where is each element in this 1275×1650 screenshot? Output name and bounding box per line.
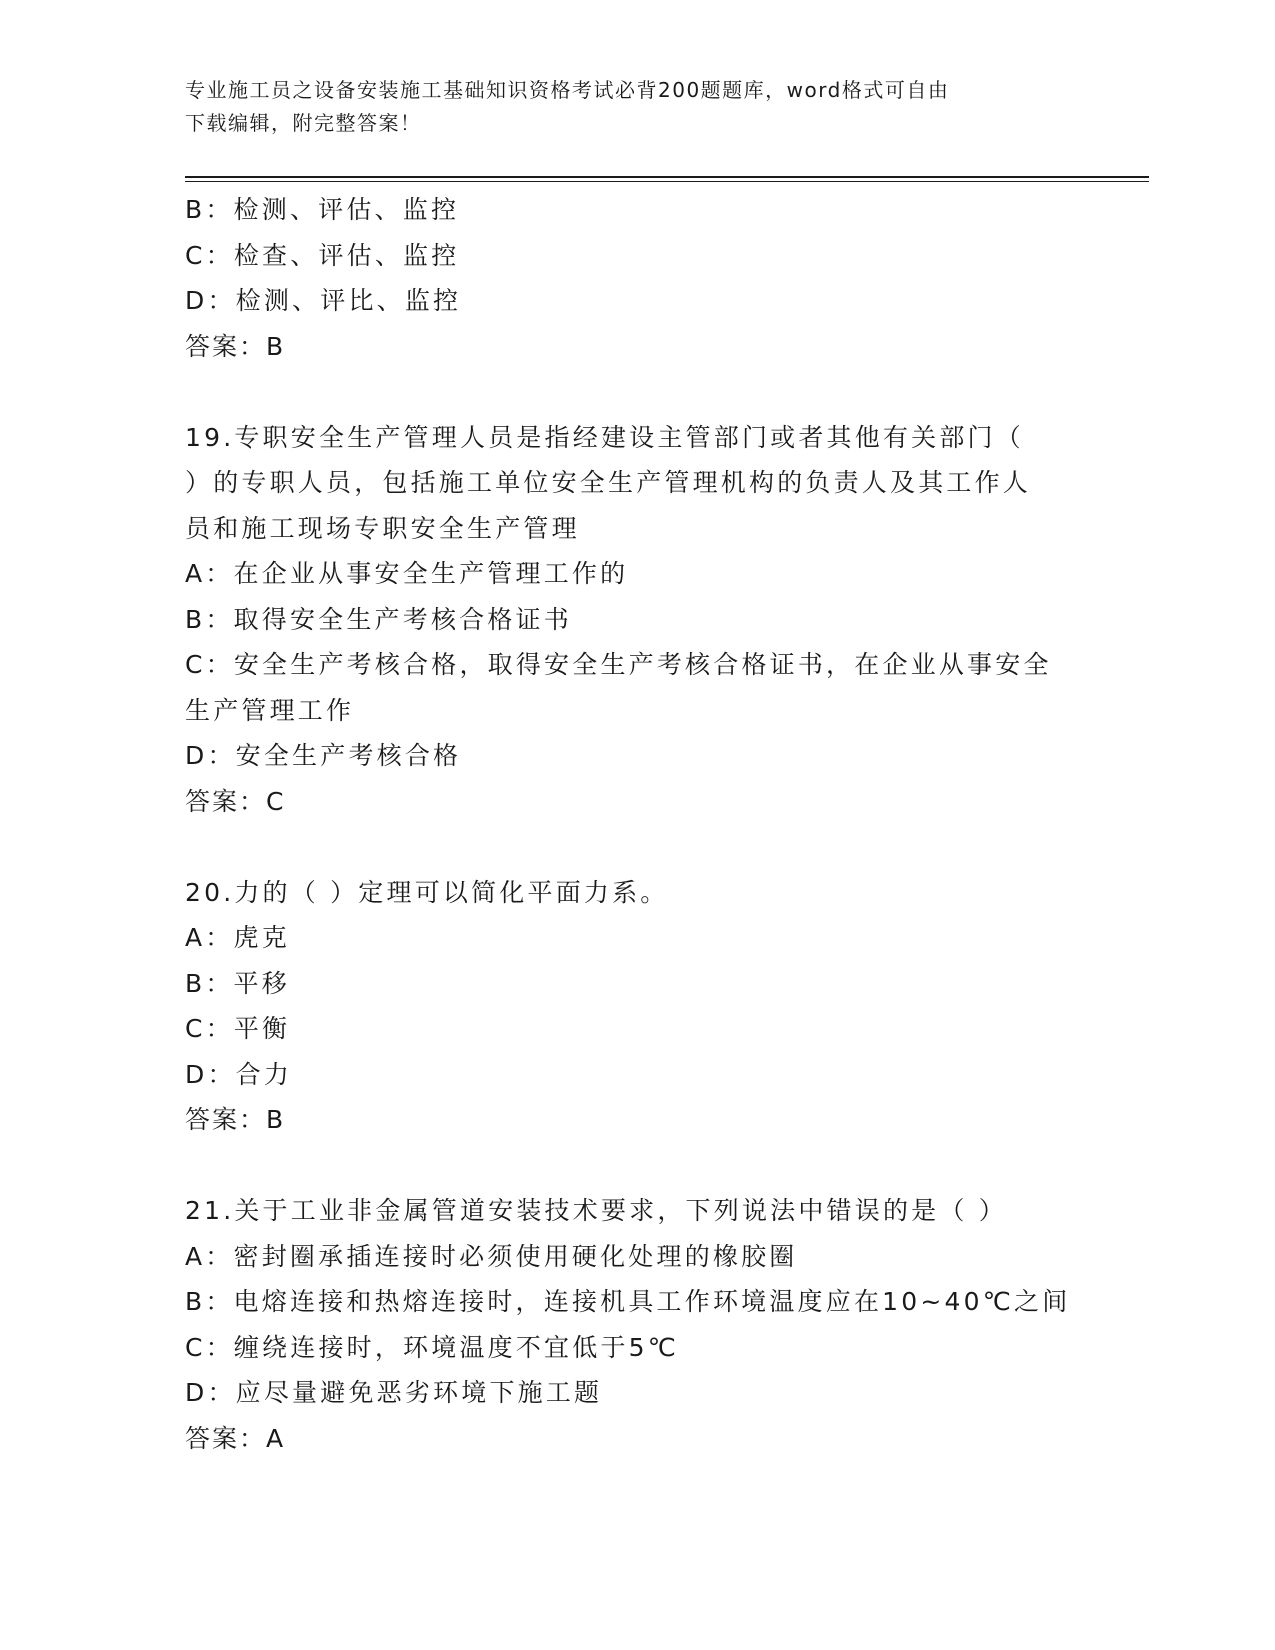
question-block-21 [185,1188,1085,1461]
option-a: A：虎克 [185,923,290,952]
question-block-20 [185,870,1085,1143]
option-b: B：电熔连接和热熔连接时，连接机具工作环境温度应在10~40℃之间 [185,1287,1071,1316]
option-a: A：在企业从事安全生产管理工作的 [185,559,629,588]
option-b: B：取得安全生产考核合格证书 [185,604,572,634]
option-d: D：检测、评比、监控 [185,286,462,315]
answer-line: 答案：B [185,1105,286,1134]
question-stem-line: 21.关于工业非金属管道安装技术要求，下列说法中错误的是（ ） [185,1196,1007,1225]
option-c: C：检查、评估、监控 [185,240,460,270]
question-stem-line: ）的专职人员，包括施工单位安全生产管理机构的负责人及其工作人 [185,468,1032,497]
answer-line: 答案：B [185,331,286,361]
question-stem-line: 19.专职安全生产管理人员是指经建设主管部门或者其他有关部门（ [185,422,1024,452]
question-block-18 [185,187,1085,369]
option-d: D：合力 [185,1059,293,1089]
option-c: C：缠绕连接时，环境温度不宜低于5℃ [185,1332,680,1362]
question-stem-line: 员和施工现场专职安全生产管理 [185,513,580,543]
document-body [185,187,1085,1461]
header-divider-thick [185,176,1149,178]
answer-line: 答案：C [185,786,286,816]
option-d: D：应尽量避免恶劣环境下施工题 [185,1378,603,1407]
question-stem-line: 20.力的（ ）定理可以简化平面力系。 [185,877,669,907]
option-c: C：安全生产考核合格，取得安全生产考核合格证书，在企业从事安全 [185,650,1052,679]
option-b: B：平移 [185,968,290,998]
option-b: B：检测、评估、监控 [185,195,460,224]
option-d: D：安全生产考核合格 [185,741,462,770]
document-header [185,74,1065,140]
answer-line: 答案：A [185,1423,286,1453]
question-block-19 [185,415,1085,825]
option-c: C：平衡 [185,1014,291,1043]
option-c-continued: 生产管理工作 [185,695,355,725]
header-line-2: 下载编辑，附完整答案！ [185,111,422,135]
header-divider-thin [185,181,1149,182]
option-a: A：密封圈承插连接时必须使用硬化处理的橡胶圈 [185,1241,798,1271]
header-line-1: 专业施工员之设备安装施工基础知识资格考试必背200题题库，word格式可自由 [185,78,950,102]
